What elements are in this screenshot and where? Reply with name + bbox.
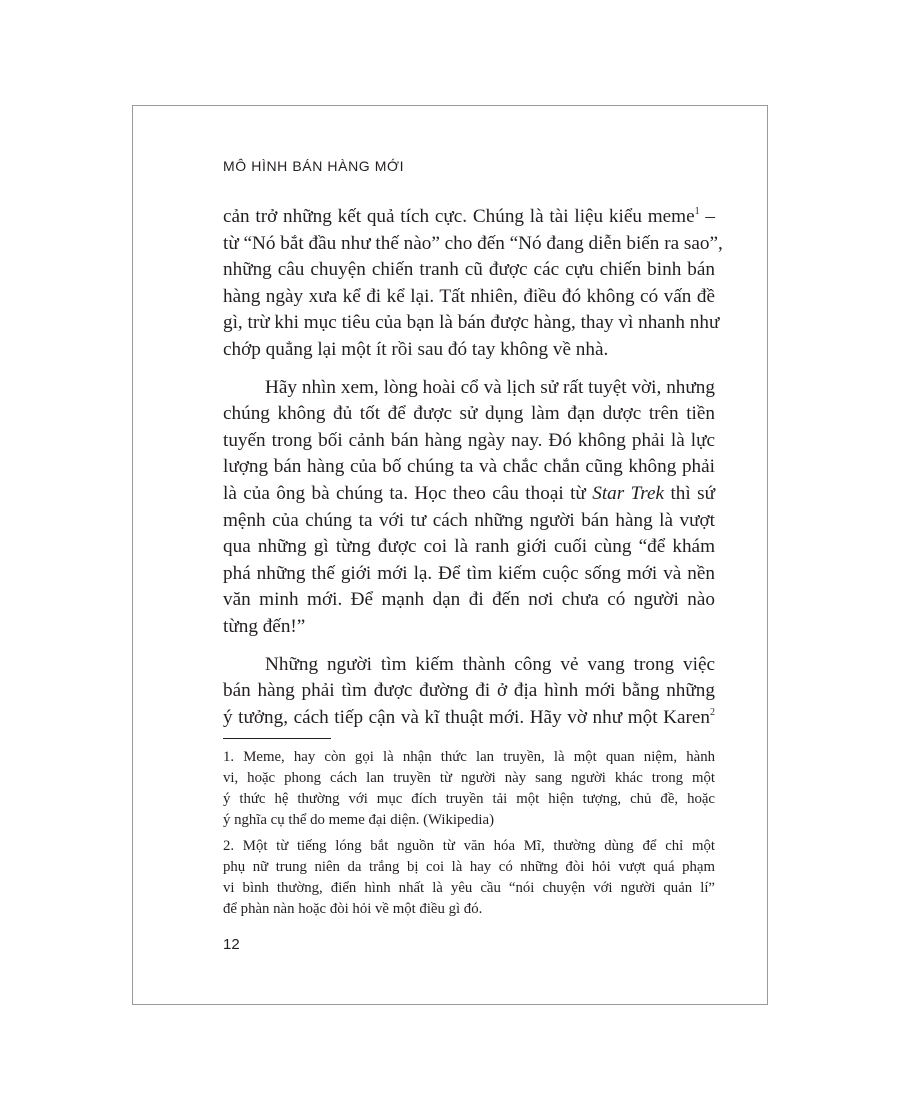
body-text: [223, 204, 723, 731]
body-line: [223, 481, 715, 508]
page-number: 12: [223, 936, 240, 953]
book-page: [132, 105, 768, 1005]
footnote-1-line: vi, hoặc phong cách lan truyền từ người này sang người khác trong một: [223, 770, 715, 786]
body-line-text: ý tưởng, cách tiếp cận và kĩ thuật mới. Hãy vờ như một Karen: [223, 706, 710, 728]
footnote-2-line: để phàn nàn hoặc đòi hỏi về một điều gì đó.: [223, 901, 483, 917]
body-line-text: cản trở những kết quả tích cực. Chúng là tài liệu kiểu meme: [223, 206, 695, 227]
body-line-text: là của ông bà chúng ta. Học theo câu thoại từ: [223, 482, 586, 504]
dash: –: [705, 206, 715, 227]
body-line: gì, trừ khi mục tiêu của bạn là bán được hàng, thay vì nhanh như: [223, 312, 720, 334]
body-line: bán hàng phải tìm được đường đi ở địa hình mới bằng những: [223, 680, 715, 702]
footnote-2-line: 2. Một từ tiếng lóng bắt nguồn từ văn hóa Mĩ, thường dùng để chỉ một: [223, 838, 715, 854]
footnote-2-line: vi bình thường, điển hình nhất là yêu cầu “nói chuyện với người quản lí”: [223, 880, 715, 896]
italic-title: Star Trek: [592, 482, 665, 504]
footnote-separator: [223, 738, 331, 739]
footnote-ref-2: 2: [710, 706, 715, 718]
body-line: phá những thế giới mới lạ. Để tìm kiếm cuộc sống mới và nền: [223, 562, 715, 584]
body-line: Những người tìm kiếm thành công vẻ vang trong việc: [265, 653, 715, 675]
footnotes: [223, 747, 715, 920]
footnote-1-line: 1. Meme, hay còn gọi là nhận thức lan truyền, là một quan niệm, hành: [223, 749, 715, 765]
body-line: [223, 204, 715, 231]
footnote-2-line: phụ nữ trung niên da trắng bị coi là hay có những đòi hỏi vượt quá phạm: [223, 859, 715, 875]
body-line: văn minh mới. Để mạnh dạn đi đến nơi chưa có người nào: [223, 589, 715, 611]
footnote-1-line: ý thức hệ thường với mục đích truyền tải một hiện tượng, chủ đề, hoặc: [223, 791, 715, 807]
body-line: tuyến trong bối cảnh bán hàng ngày nay. Đó không phải là lực: [223, 429, 715, 451]
body-line: [223, 705, 715, 732]
body-line: lượng bán hàng của bố chúng ta và chắc chắn cũng không phải: [223, 456, 715, 478]
body-line: mệnh của chúng ta với tư cách những người bán hàng là vượt: [223, 509, 715, 531]
body-line: qua những gì từng được coi là ranh giới cuối cùng “để khám: [223, 536, 715, 558]
body-line: chớp quẳng lại một ít rồi sau đó tay không về nhà.: [223, 338, 609, 360]
footnote-ref-1: 1: [694, 206, 700, 217]
body-line: hàng ngày xưa kể đi kể lại. Tất nhiên, điều đó không có vấn đề: [223, 285, 715, 307]
paragraph-gap: [223, 641, 715, 652]
body-line: chúng không đủ tốt để được sử dụng làm đạn dược trên tiền: [223, 403, 715, 425]
body-line: từng đến!”: [223, 615, 306, 637]
footnote-1-line: ý nghĩa cụ thể do meme đại diện. (Wikipedia): [223, 812, 495, 828]
body-line-tail: thì sứ: [670, 482, 716, 504]
running-header: MÔ HÌNH BÁN HÀNG MỚI: [223, 158, 405, 174]
body-line: Hãy nhìn xem, lòng hoài cổ và lịch sử rất tuyệt vời, nhưng: [265, 376, 715, 398]
body-line: từ “Nó bắt đầu như thế nào” cho đến “Nó đang diễn biến ra sao”,: [223, 232, 723, 254]
body-line: những câu chuyện chiến tranh cũ được các cựu chiến binh bán: [223, 259, 715, 281]
paragraph-gap: [223, 364, 715, 375]
